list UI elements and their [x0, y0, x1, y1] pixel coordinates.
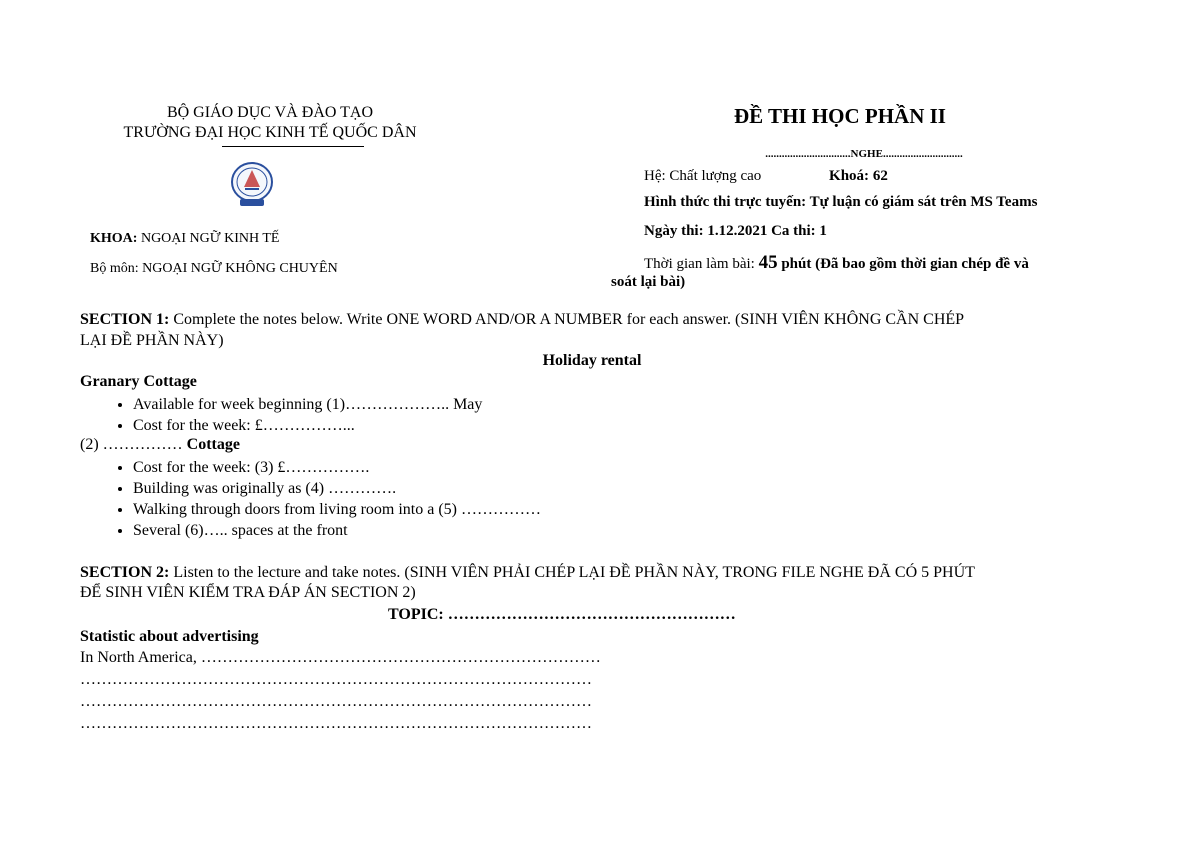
- answer-line: ……………………………………………………………………………………: [80, 671, 592, 688]
- cottage-word: Cottage: [186, 436, 240, 453]
- ministry-name: BỘ GIÁO DỤC VÀ ĐÀO TẠO: [166, 104, 374, 121]
- exam-title: ĐỀ THI HỌC PHẦN II: [734, 104, 946, 128]
- program-line: [644, 168, 888, 185]
- exam-format-value: Tự luận có giám sát trên MS Teams: [809, 194, 1038, 210]
- second-cottage-list: [106, 457, 541, 541]
- section2-instruction-text: Listen to the lecture and take notes. (SINH VIÊN PHẢI CHÉP LẠI ĐỀ PHẦN NÀY, TRONG FILE NGHE ĐÃ CÓ 5 PHÚT: [173, 564, 975, 581]
- duration-note: phút (Đã bao gồm thời gian chép đề và: [781, 256, 1029, 272]
- section1-instruction-continued: LẠI ĐỀ PHẦN NÀY): [80, 332, 224, 349]
- skill-line: ...............................NGHE.............................: [765, 148, 963, 160]
- section1-instruction-text: Complete the notes below. Write ONE WORD AND/OR A NUMBER for each answer. (SINH VIÊN KHÔNG CẦN CHÉP: [173, 311, 965, 328]
- statistic-heading: Statistic about advertising: [80, 628, 259, 645]
- granary-cottage-list: [106, 394, 482, 436]
- program-label: Hệ:: [644, 168, 666, 184]
- cottage-blank: (2) ……………: [80, 436, 183, 453]
- north-america-line: In North America, …………………………………………………………………: [80, 649, 601, 666]
- header-underline: [222, 146, 364, 147]
- exam-format-line: [644, 194, 1037, 211]
- list-item: • Cost for the week: (3) £…………….: [133, 457, 541, 478]
- faculty-label: KHOA:: [90, 231, 138, 246]
- duration-label: Thời gian làm bài:: [644, 256, 755, 272]
- section2-label: SECTION 2:: [80, 564, 170, 581]
- section1-instruction: [80, 311, 964, 329]
- program-value: Chất lượng cao: [669, 168, 762, 184]
- exam-format-label: Hình thức thi trực tuyến:: [644, 194, 807, 210]
- section2-instruction: [80, 564, 975, 582]
- section2-instruction-continued: ĐỂ SINH VIÊN KIỂM TRA ĐÁP ÁN SECTION 2): [80, 584, 416, 601]
- answer-line: ……………………………………………………………………………………: [80, 715, 592, 732]
- school-name: TRƯỜNG ĐẠI HỌC KINH TẾ QUỐC DÂN: [123, 124, 417, 141]
- duration-value: 45: [758, 252, 778, 273]
- second-cottage-heading: [80, 436, 240, 454]
- department-label: Bộ môn:: [90, 261, 139, 276]
- department-line: [90, 261, 338, 277]
- exam-date-line: Ngày thi: 1.12.2021 Ca thi: 1: [644, 223, 827, 239]
- duration-note-continued: soát lại bài): [611, 274, 686, 290]
- exam-duration-line: [644, 252, 1029, 274]
- list-item: • Cost for the week: £……………...: [133, 415, 482, 436]
- section1-title: Holiday rental: [542, 352, 642, 369]
- granary-cottage-heading: Granary Cottage: [80, 373, 197, 390]
- faculty-line: [90, 231, 279, 247]
- list-item: • Building was originally as (4) ………….: [133, 478, 541, 499]
- answer-line: ……………………………………………………………………………………: [80, 693, 592, 710]
- list-item: • Available for week beginning (1)……………….. May: [133, 394, 482, 415]
- topic-line: TOPIC: ………………………………………………: [388, 606, 736, 623]
- section1-label: SECTION 1:: [80, 311, 170, 328]
- university-logo: [222, 158, 282, 210]
- list-item: • Walking through doors from living room into a (5) ……………: [133, 499, 541, 520]
- department-value: NGOẠI NGỮ KHÔNG CHUYÊN: [142, 261, 338, 276]
- list-item: • Several (6)….. spaces at the front: [133, 520, 541, 541]
- cohort-label: Khoá:: [829, 168, 870, 184]
- cohort-value: 62: [872, 168, 888, 184]
- faculty-value: NGOẠI NGỮ KINH TẾ: [140, 231, 280, 246]
